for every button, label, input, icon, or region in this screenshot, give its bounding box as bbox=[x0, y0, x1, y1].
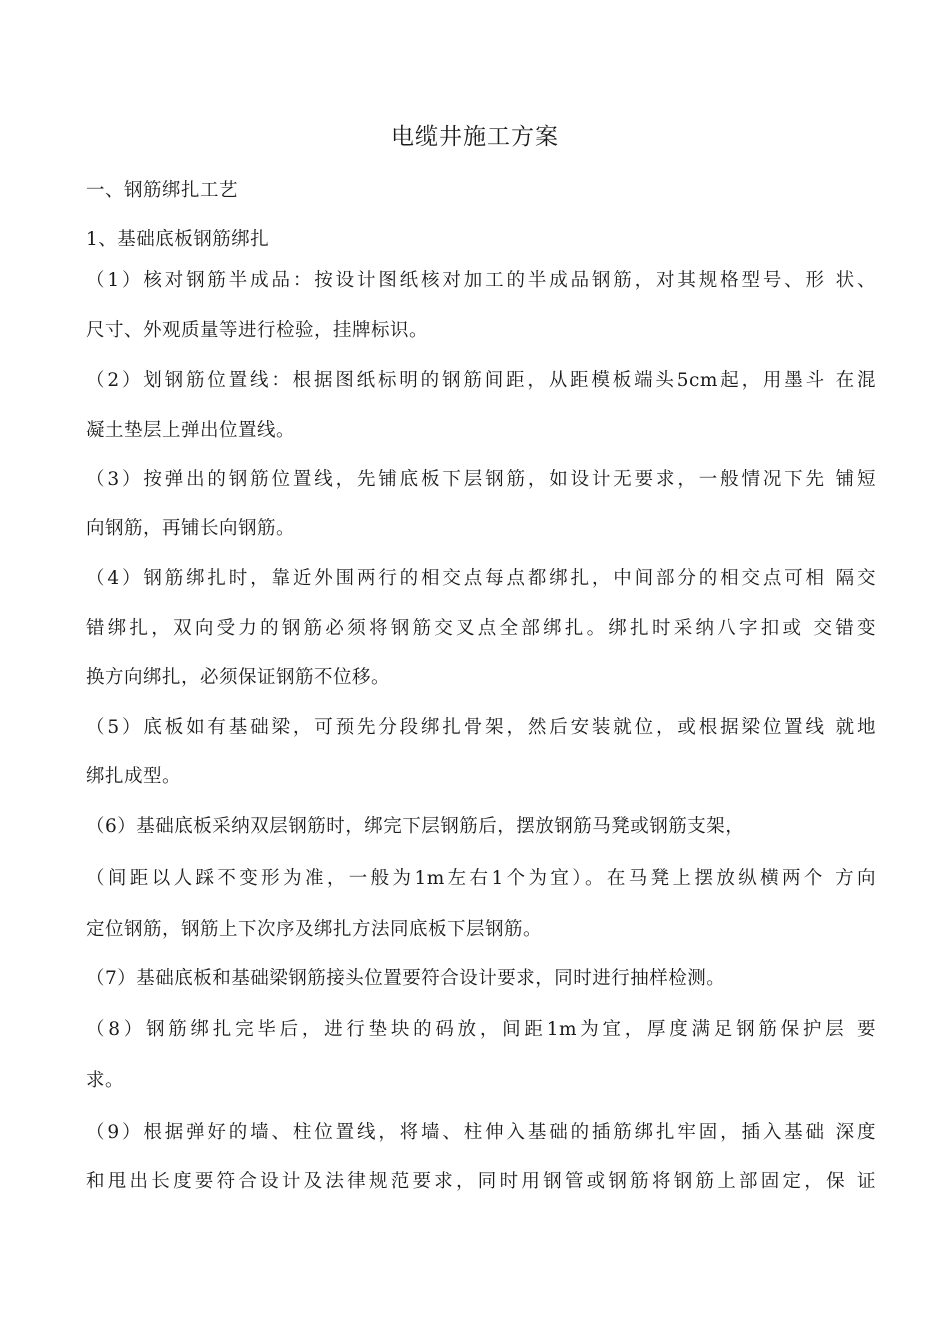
paragraph-line: 和甩出长度要符合设计及法律规范要求，同时用钢管或钢筋将钢筋上部固定，保 证 bbox=[86, 1171, 876, 1192]
paragraph-line: 绑扎成型。 bbox=[86, 766, 182, 787]
paragraph-line: 尺寸、外观质量等进行检验，挂牌标识。 bbox=[86, 320, 429, 341]
paragraph-line: （2）划钢筋位置线：根据图纸标明的钢筋间距，从距模板端头5cm起，用墨斗 在混 bbox=[86, 370, 876, 391]
paragraph-line: （6）基础底板采纳双层钢筋时，绑完下层钢筋后，摆放钢筋马凳或钢筋支架， bbox=[86, 816, 745, 837]
paragraph-line: （8）钢筋绑扎完毕后，进行垫块的码放，间距1m为宜，厚度满足钢筋保护层 要 bbox=[86, 1019, 876, 1040]
paragraph-line: （7）基础底板和基础梁钢筋接头位置要符合设计要求，同时进行抽样检测。 bbox=[86, 968, 726, 989]
paragraph-line: 错绑扎，双向受力的钢筋必须将钢筋交叉点全部绑扎。绑扎时采纳八字扣或 交错变 bbox=[86, 618, 876, 639]
section-heading: 一、钢筋绑扎工艺 bbox=[86, 180, 239, 201]
paragraph-line: 向钢筋，再铺长向钢筋。 bbox=[86, 518, 296, 539]
paragraph-line: 求。 bbox=[86, 1070, 125, 1091]
paragraph-line: （4）钢筋绑扎时，靠近外围两行的相交点每点都绑扎，中间部分的相交点可相 隔交 bbox=[86, 568, 876, 589]
paragraph-line: （5）底板如有基础梁，可预先分段绑扎骨架，然后安装就位，或根据梁位置线 就地 bbox=[86, 717, 876, 738]
paragraph-line: （间距以人踩不变形为准，一般为1m左右1个为宜）。在马凳上摆放纵横两个 方向 bbox=[86, 868, 876, 889]
subsection-heading: 1、基础底板钢筋绑扎 bbox=[86, 229, 270, 250]
paragraph-line: 定位钢筋，钢筋上下次序及绑扎方法同底板下层钢筋。 bbox=[86, 919, 543, 940]
paragraph-line: 换方向绑扎，必须保证钢筋不位移。 bbox=[86, 667, 391, 688]
paragraph-line: （3）按弹出的钢筋位置线，先铺底板下层钢筋，如设计无要求，一般情况下先 铺短 bbox=[86, 469, 876, 490]
paragraph-line: （1）核对钢筋半成品：按设计图纸核对加工的半成品钢筋，对其规格型号、形 状、 bbox=[86, 270, 876, 291]
paragraph-line: （9）根据弹好的墙、柱位置线，将墙、柱伸入基础的插筋绑扎牢固，插入基础 深度 bbox=[86, 1122, 876, 1143]
document-title: 电缆井施工方案 bbox=[391, 124, 559, 150]
paragraph-line: 凝土垫层上弹出位置线。 bbox=[86, 420, 296, 441]
